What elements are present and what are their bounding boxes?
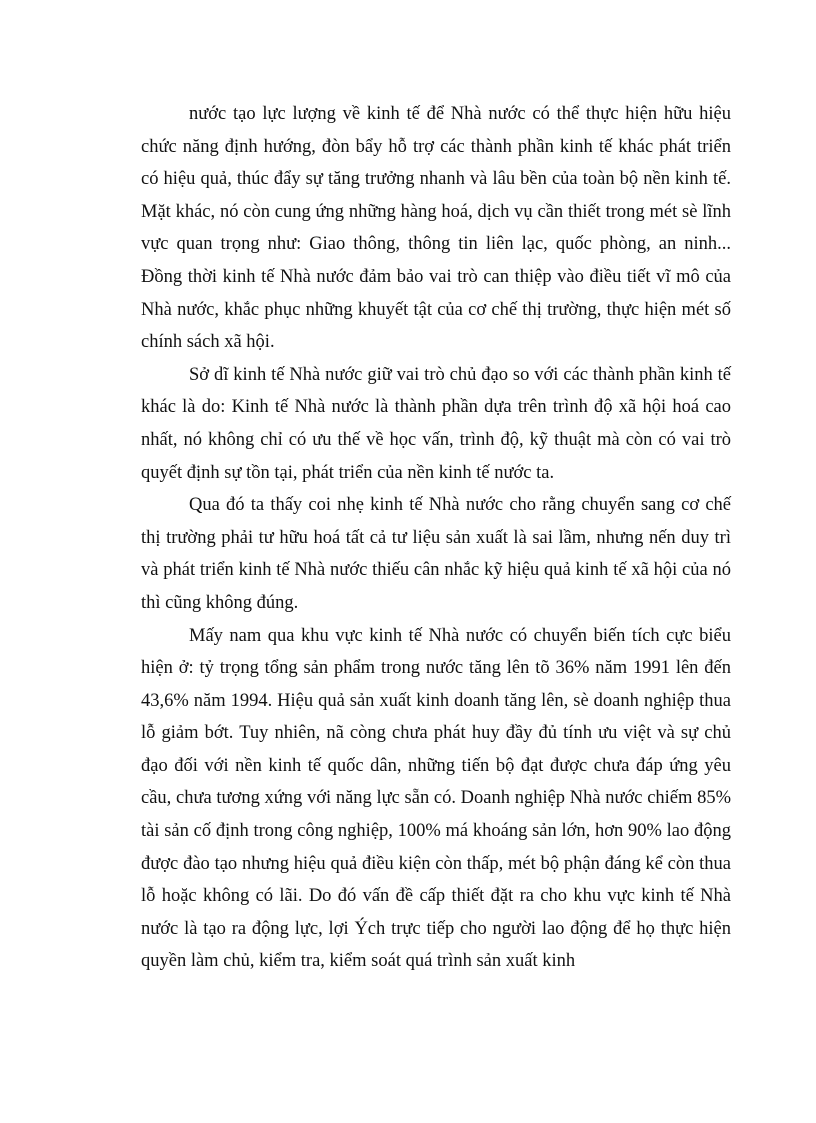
paragraph-2: Sở dĩ kinh tế Nhà nước giữ vai trò chủ đạo so với các thành phần kinh tế khác là do: Kinh tế Nhà nước là thành phần dựa trên trình độ xã hội hoá cao nhất, nó không chỉ có ưu thế về học vấn, trình độ, kỹ thuật mà còn có vai trò quyết định sự tồn tại, phát triển của nền kinh tế nước ta. [141, 364, 731, 483]
paragraph-3: Qua đó ta thấy coi nhẹ kinh tế Nhà nước cho rằng chuyển sang cơ chế thị trường phải tư hữu hoá tất cả tư liệu sản xuất là sai lầm, nhưng nến duy trì và phát triển kinh tế Nhà nước thiếu cân nhắc kỹ hiệu quả kinh tế xã hội của nó thì cũng không đúng. [141, 495, 731, 613]
body-text [141, 98, 731, 978]
paragraph-1: nước tạo lực lượng về kinh tế để Nhà nước có thể thực hiện hữu hiệu chức năng định hướng, đòn bẩy hỗ trợ các thành phần kinh tế khác phát triển có hiệu quả, thúc đẩy sự tăng trưởng nhanh và lâu bền của toàn bộ nền kinh tế. Mặt khác, nó còn cung ứng những hàng hoá, dịch vụ cần thiết trong mét sè lĩnh vực quan trọng như: Giao thông, thông tin liên lạc, quốc phòng, an ninh... Đồng thời kinh tế Nhà nước đảm bảo vai trò can thiệp vào điều tiết vĩ mô của Nhà nước, khắc phục những khuyết tật của cơ chế thị trường, thực hiện mét số chính sách xã hội. [141, 104, 731, 353]
paragraph-4: Mấy nam qua khu vực kinh tế Nhà nước có chuyển biến tích cực biểu hiện ở: tỷ trọng tổng sản phẩm trong nước tăng lên tõ 36% năm 1991 lên đến 43,6% năm 1994. Hiệu quả sản xuất kinh doanh tăng lên, sè doanh nghiệp thua lỗ giảm bớt. Tuy nhiên, nã còng chưa phát huy đầy đủ tính ưu việt và sự chủ đạo đối với nền kinh tế quốc dân, những tiến bộ đạt được chưa đáp ứng yêu cầu, chưa tương xứng với năng lực sẵn có. Doanh nghiệp Nhà nước chiếm 85% tài sản cố định trong công nghiệp, 100% má khoáng sản lớn, hơn 90% lao động được đào tạo nhưng hiệu quả điều kiện còn thấp, mét bộ phận đáng kể còn thua lỗ hoặc không có lãi. Do đó vấn đề cấp thiết đặt ra cho khu vực kinh tế Nhà nước là tạo ra động lực, lợi Ých trực tiếp cho người lao động để họ thực hiện quyền làm chủ, kiểm tra, kiểm soát quá trình sản xuất kinh [141, 625, 731, 972]
